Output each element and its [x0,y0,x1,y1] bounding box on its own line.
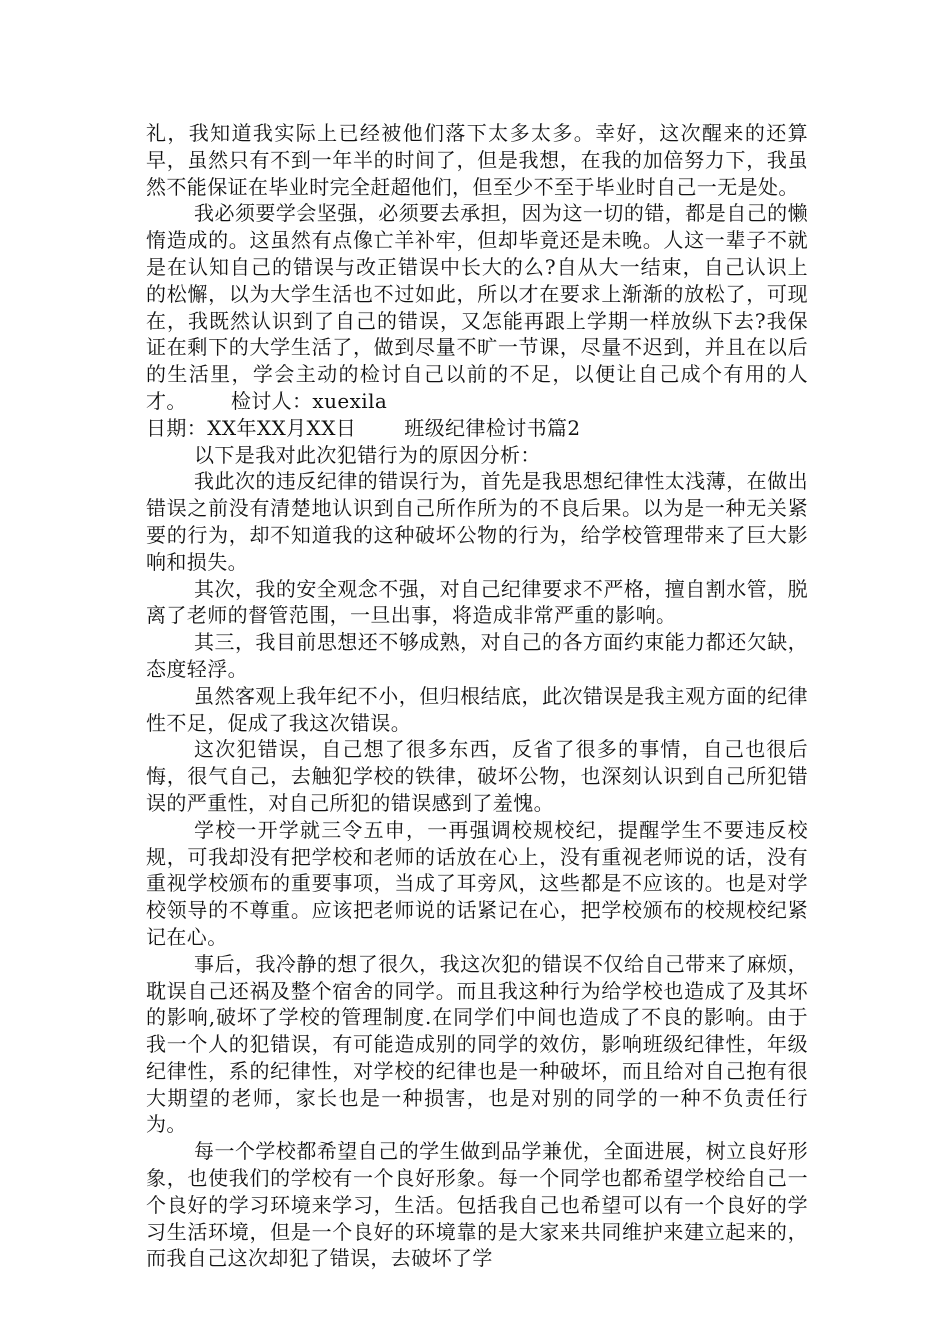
document-body [146,120,808,1272]
paragraph: 其三，我目前思想还不够成熟，对自己的各方面约束能力都还欠缺，态度轻浮。 [146,630,808,681]
paragraph: 学校一开学就三令五申，一再强调校规校纪，提醒学生不要违反校规，可我却没有把学校和老师的话放在心上，没有重视老师说的话，没有重视学校颁布的重要事项，当成了耳旁风，这些都是不应该的。也是对学校领导的不尊重。应该把老师说的话紧记在心，把学校颁布的校规校纪紧记在心。 [146,817,808,949]
paragraph: 以下是我对此次犯错行为的原因分析： [194,442,541,467]
paragraph: 我此次的违反纪律的错误行为，首先是我思想纪律性太浅薄，在做出错误之前没有清楚地认识到自己所作所为的不良后果。以为是一种无关紧要的行为，却不知道我的这种破坏公物的行为，给学校管理带来了巨大影响和损失。 [146,469,808,574]
paragraph: 事后，我冷静的想了很久，我这次犯的错误不仅给自己带来了麻烦，耽误自己还祸及整个宿舍的同学。而且我这种行为给学校也造成了及其坏的影响,破坏了学校的管理制度.在同学们中间也造成了不良的影响。由于我一个人的犯错误，有可能造成别的同学的效仿，影响班级纪律性，年级纪律性，系的纪律性，对学校的纪律也是一种破坏，而且给对自己抱有很大期望的老师，家长也是一种损害，也是对别的同学的一种不负责任行为。 [146,951,808,1137]
paragraph-continuation: 礼，我知道我实际上已经被他们落下太多太多。幸好，这次醒来的还算早，虽然只有不到一年半的时间了，但是我想，在我的加倍努力下，我虽然不能保证在毕业时完全赶超他们，但至少不至于毕业时自己一无是处。 [146,121,808,199]
paragraph: 这次犯错误，自己想了很多东西，反省了很多的事情，自己也很后悔，很气自己，去触犯学校的铁律，破坏公物，也深刻认识到自己所犯错误的严重性，对自己所犯的错误感到了羞愧。 [146,737,808,815]
paragraph-text: 我必须要学会坚强，必须要去承担，因为这一切的错，都是自己的懒惰造成的。这虽然有点像亡羊补牢，但却毕竟还是未晚。人这一辈子不就是在认知自己的错误与改正错误中长大的么?自从大一结束，自己认识上的松懈，以为大学生活也不过如此，所以才在要求上渐渐的放松了，可现在，我既然认识到了自己的错误，又怎能再跟上学期一样放纵下去?我保证在剩下的大学生活了，做到尽量不旷一节课，尽量不迟到，并且在以后的生活里，学会主动的检讨自己以前的不足，以便让自己成个有用的人才。 [146,201,808,413]
signer-label: 检讨人：xuexila [230,388,388,413]
paragraph: 其次，我的安全观念不强，对自己纪律要求不严格，擅自割水管，脱离了老师的督管范围，一旦出事，将造成非常严重的影响。 [146,576,808,628]
paragraph [146,200,808,414]
date-line: 日期：XX年XX月XX日 [146,415,357,440]
paragraph: 每一个学校都希望自己的学生做到品学兼优，全面进展，树立良好形象，也使我们的学校有一个良好形象。每一个同学也都希望学校给自己一个良好的学习环境来学习，生活。包括我自己也希望可以有一个良好的学习生活环境，但是一个良好的环境靠的是大家来共同维护来建立起来的，而我自己这次却犯了错误，去破坏了学 [146,1139,808,1271]
date-and-title-line [146,415,808,442]
paragraph: 虽然客观上我年纪不小，但归根结底，此次错误是我主观方面的纪律性不足，促成了我这次错误。 [146,683,808,735]
section-title: 班级纪律检讨书篇2 [404,415,581,440]
